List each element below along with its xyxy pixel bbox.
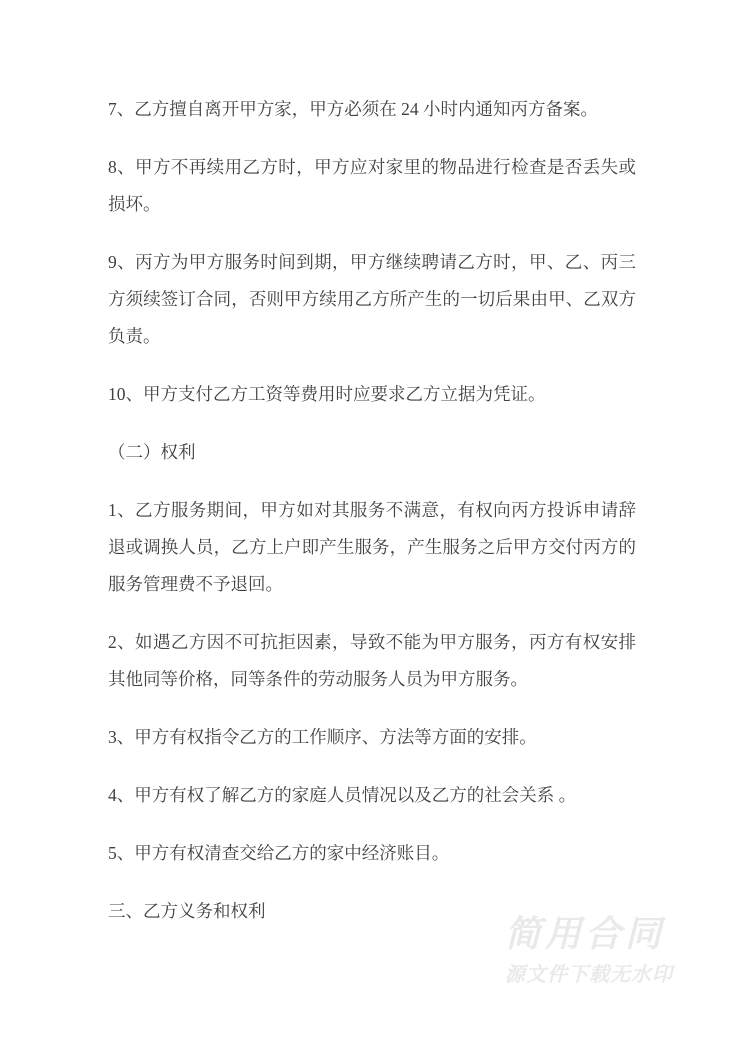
rights-clause-5: 5、甲方有权清查交给乙方的家中经济账目。: [108, 843, 450, 863]
clause-8: 8、甲方不再续用乙方时，甲方应对家里的物品进行检查是否丢失或损坏。: [108, 157, 636, 214]
rights-clause-3: 3、甲方有权指令乙方的工作顺序、方法等方面的安排。: [108, 727, 537, 747]
clause-9: 9、丙方为甲方服务时间到期，甲方继续聘请乙方时，甲、乙、丙三方须续签订合同，否则甲方续用乙方所产生的一切后果由甲、乙双方负责。: [108, 252, 636, 346]
watermark: [505, 914, 705, 986]
clause-7: 7、乙方擅自离开甲方家，甲方必须在 24 小时内通知丙方备案。: [108, 99, 598, 119]
section-3-heading: 三、乙方义务和权利: [108, 901, 266, 921]
rights-clause-2: 2、如遇乙方因不可抗拒因素，导致不能为甲方服务，丙方有权安排其他同等价格，同等条件的劳动服务人员为甲方服务。: [108, 632, 636, 689]
rights-clause-1: 1、乙方服务期间，甲方如对其服务不满意，有权向丙方投诉申请辞退或调换人员，乙方上户即产生服务，产生服务之后甲方交付丙方的服务管理费不予退回。: [108, 500, 636, 594]
watermark-subtitle-text: 源文件下载无水印: [505, 964, 673, 986]
clause-10: 10、甲方支付乙方工资等费用时应要求乙方立据为凭证。: [108, 384, 546, 404]
document-body: [108, 91, 636, 930]
watermark-logo-text: 简用合同: [505, 913, 666, 954]
rights-clause-4: 4、甲方有权了解乙方的家庭人员情况以及乙方的社会关系 。: [108, 785, 577, 805]
section-2-rights-heading: （二）权利: [108, 442, 196, 462]
